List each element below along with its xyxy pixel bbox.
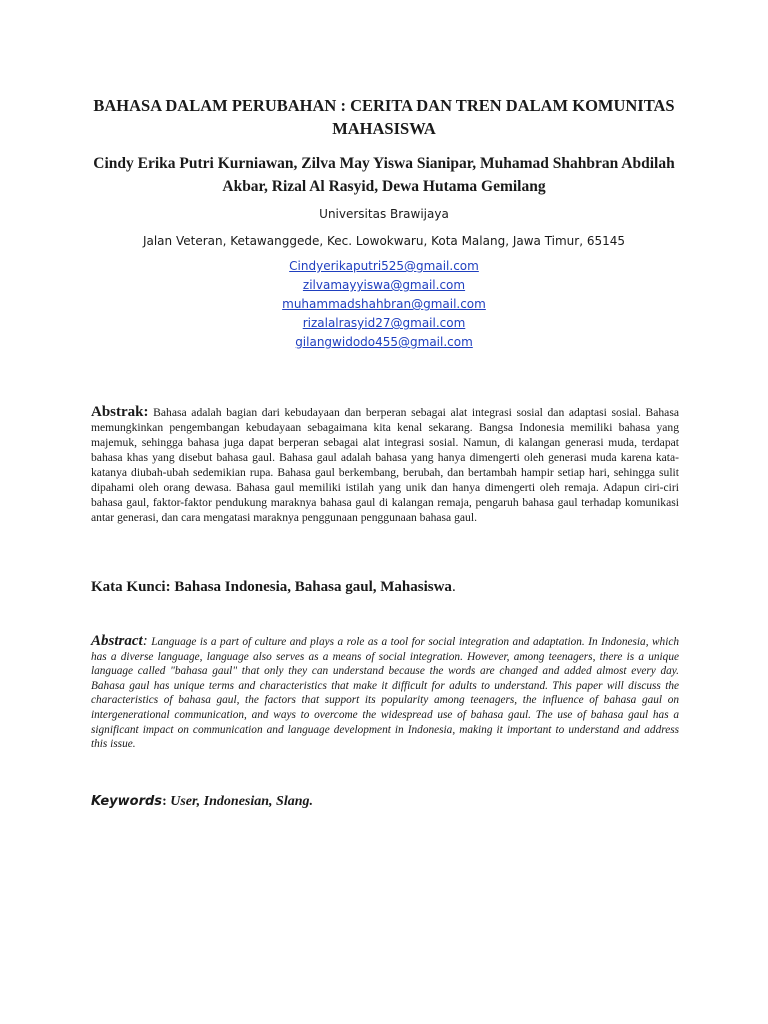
email-link[interactable]: Cindyerikaputri525@gmail.com [289, 259, 479, 273]
email-link[interactable]: rizalalrasyid27@gmail.com [302, 316, 466, 330]
keywords-terms: User, Indonesian, Slang. [166, 794, 314, 809]
affiliation: Universitas Brawijaya [319, 207, 449, 221]
abstract-label-colon: : [142, 633, 148, 649]
email-link[interactable]: zilvamayyiswa@gmail.com [302, 278, 466, 292]
email-link[interactable]: muhammadshahbran@gmail.com [282, 297, 486, 311]
paper-title: BAHASA DALAM PERUBAHAN : CERITA DAN TREN DALAM KOMUNITAS MAHASISWA [93, 96, 675, 138]
abstract-label-text: Abstract [91, 633, 143, 649]
abstrak-text: Bahasa adalah bagian dari kebudayaan dan berperan sebagai alat integrasi sosial dan adaptasi sosial. Bahasa memungkinkan pengembangan kebudayaan sebagaimana kita kenal sekarang. Bangsa Indonesia memiliki bahasa yang majemuk, sehingga bahasa juga dapat berperan sebagai alat integrasi sosial. Namun, di kalangan generasi muda, terdapat bahasa khas yang disebut bahasa gaul. Bahasa gaul adalah bahasa yang hanya dimengerti oleh generasi muda karena kata-katanya diubah-ubah sedemikian rupa. Bahasa gaul berkembang, berubah, dan bertambah hampir setiap hari, sehingga sulit dipahami oleh orang dewasa. Bahasa gaul memiliki istilah yang unik dan hanya dimengerti oleh remaja. Adapun ciri-ciri bahasa gaul, faktor-faktor pendukung maraknya bahasa gaul di kalangan remaja, pengaruh bahasa gaul terhadap komunikasi antar generasi, dan cara mengatasi maraknya penggunaan penggunaan bahasa gaul. [91, 406, 679, 524]
keywords-label: Keywords [91, 794, 163, 809]
abstract-text: Language is a part of culture and plays a role as a tool for social integration and adaptation. In Indonesia, which has a diverse language, language also serves as a means of social integration. However, among teenagers, there is a unique language called "bahasa gaul" that only they can understand because the words are changed and added almost every day. Bahasa gaul has unique terms and characteristics that make it difficult for adults to understand. This paper will discuss the characteristics of bahasa gaul, the factors that support its popularity among teenagers, the influence of bahasa gaul on intergenerational communication, and ways to overcome the widespread use of bahasa gaul. The use of bahasa gaul has a significant impact on communication and language development in Indonesia, making it important to understand and address this issue. [91, 636, 679, 751]
keywords-colon: : [162, 794, 167, 809]
kata-kunci-section [91, 579, 456, 596]
author-list: Cindy Erika Putri Kurniawan, Zilva May Yiswa Sianipar, Muhamad Shahbran Abdilah Akbar, Rizal Al Rasyid, Dewa Hutama Gemilang [93, 155, 675, 195]
email-link[interactable]: gilangwidodo455@gmail.com [295, 335, 473, 349]
address: Jalan Veteran, Ketawanggede, Kec. Lowokwaru, Kota Malang, Jawa Timur, 65145 [142, 234, 626, 248]
email-list [184, 257, 584, 352]
abstrak-label: Abstrak: [91, 404, 149, 420]
kata-kunci-end: . [451, 579, 456, 595]
kata-kunci-terms: Bahasa Indonesia, Bahasa gaul, Mahasiswa [174, 579, 452, 595]
abstract-section [91, 634, 679, 752]
kata-kunci-label: Kata Kunci: [91, 579, 171, 595]
abstrak-section [91, 405, 679, 525]
abstract-label [91, 633, 148, 649]
keywords-section [91, 794, 313, 810]
